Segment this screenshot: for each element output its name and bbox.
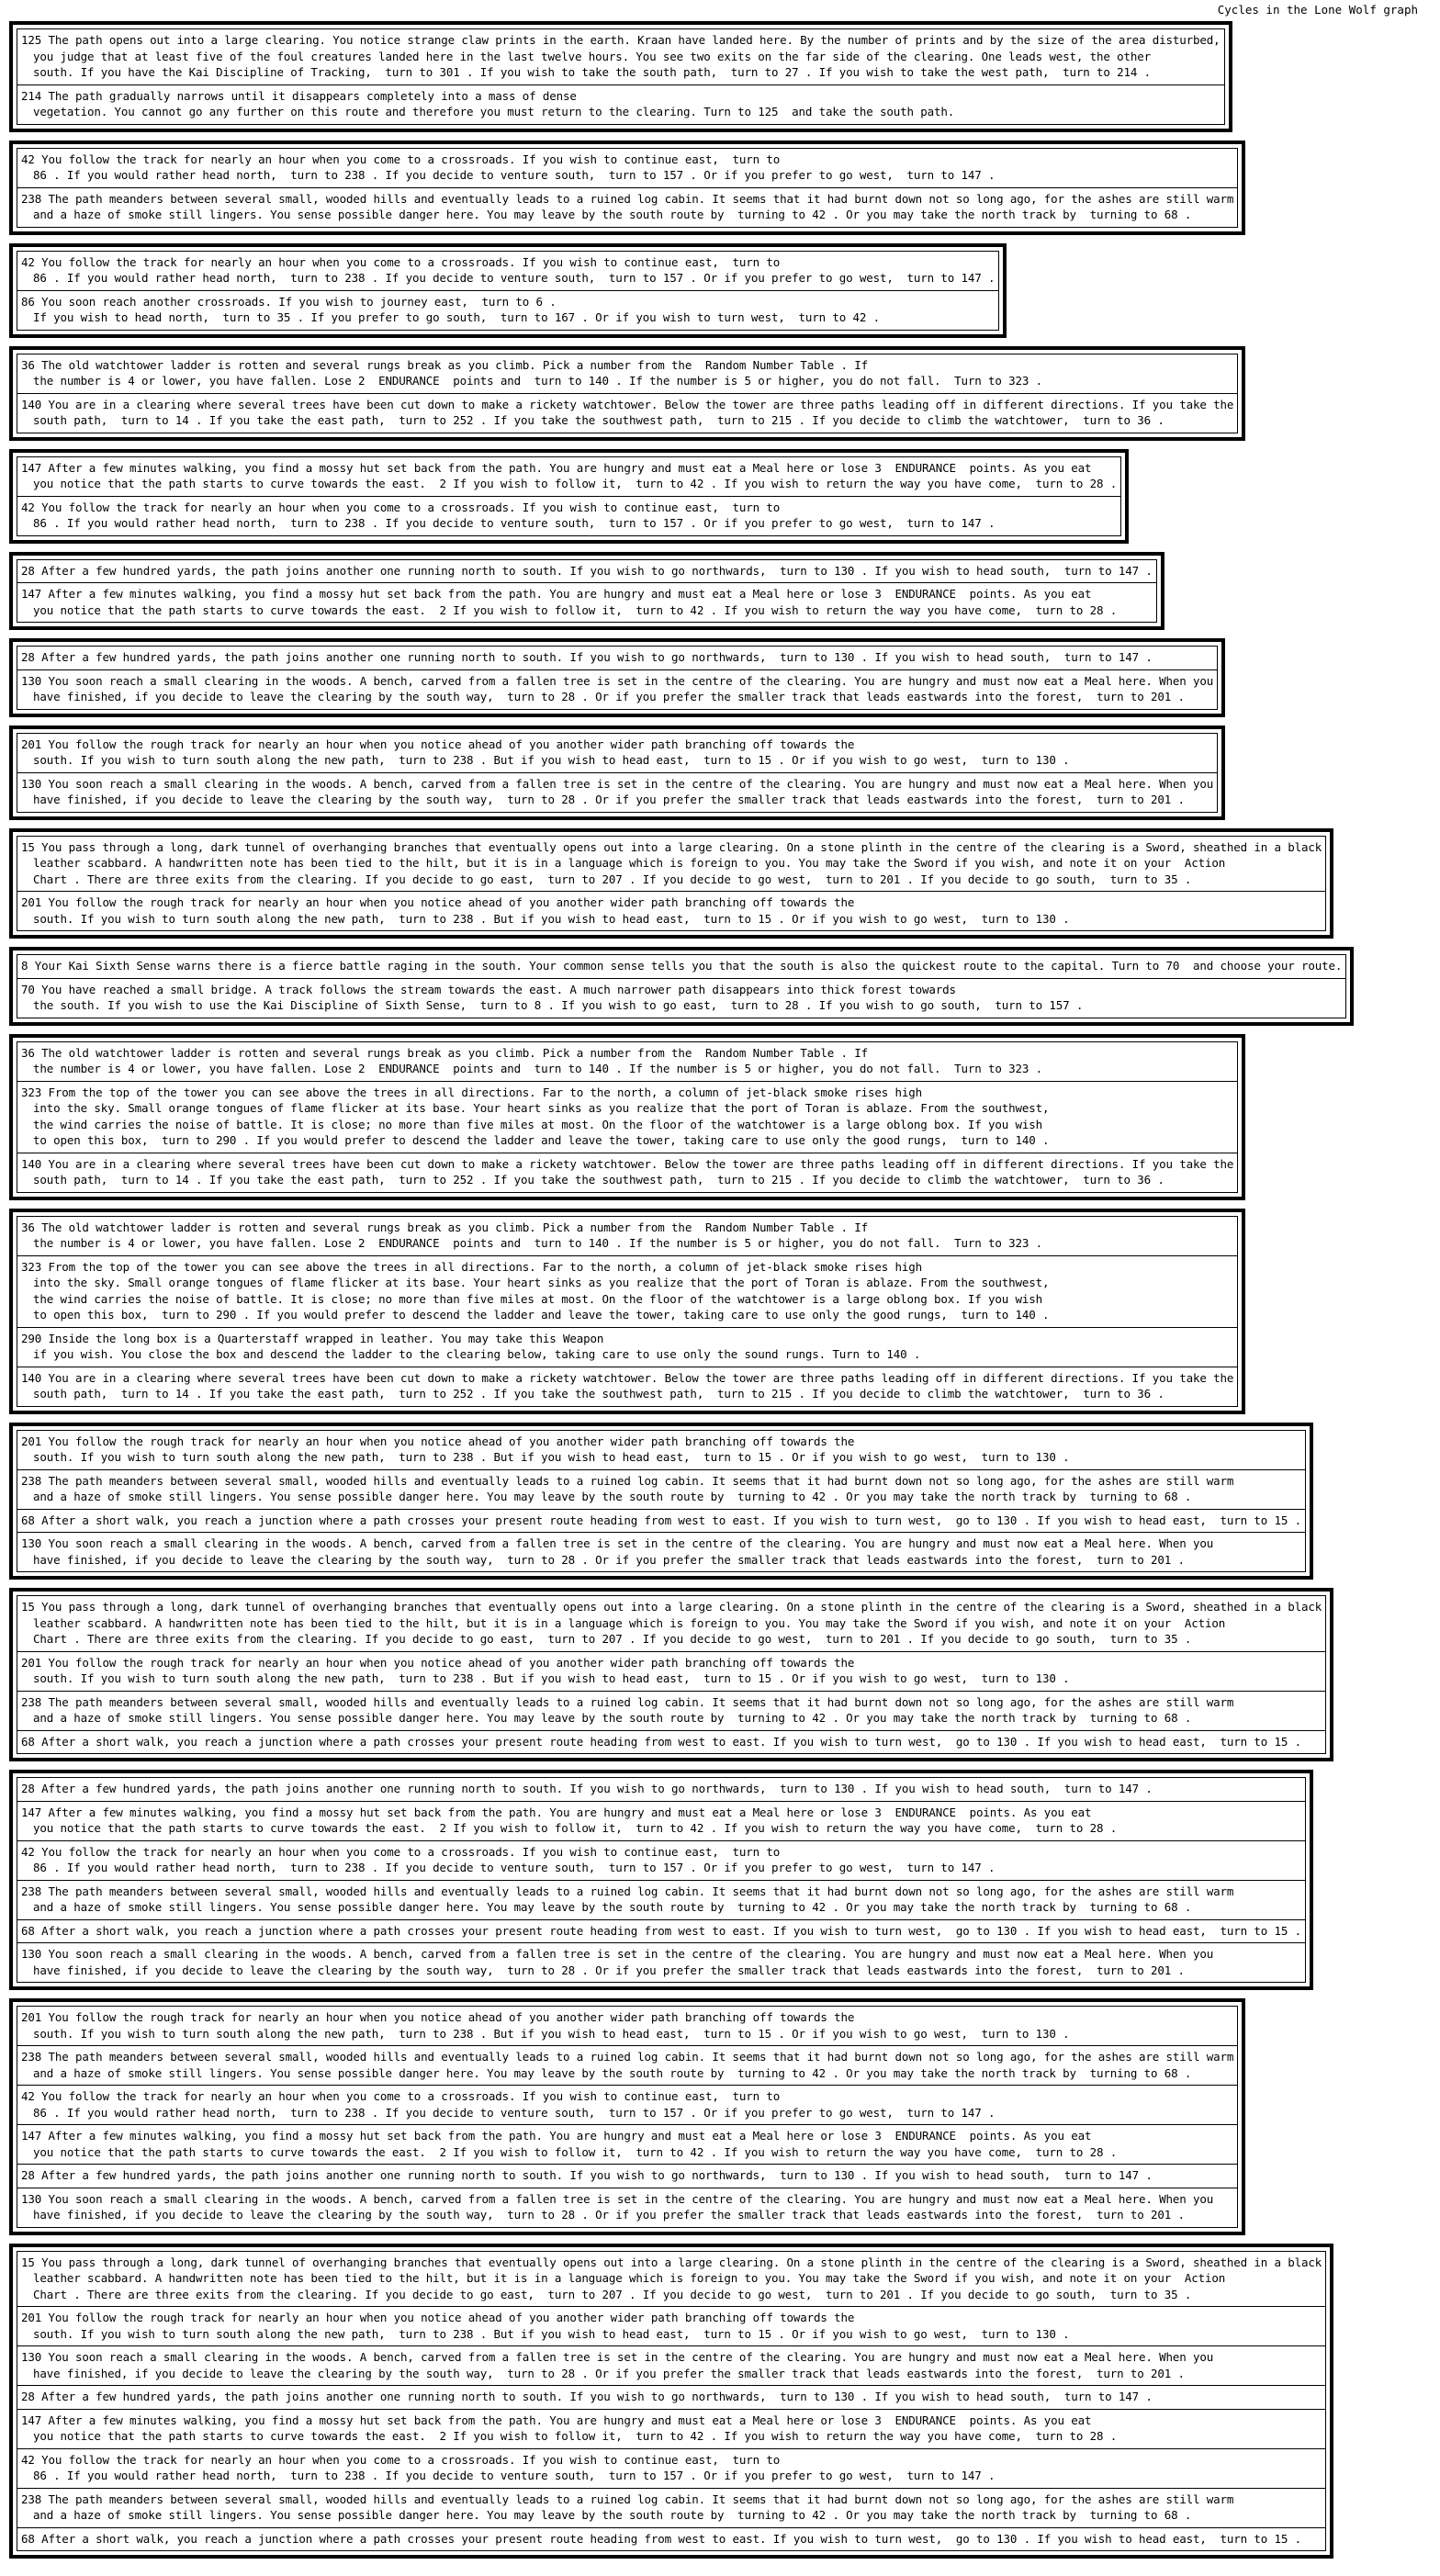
section-line: 86 . If you would rather head north, turn to 238 . If you decide to venture south, turn to 157 . Or if you prefer to go west, turn to 147 .	[33, 2105, 996, 2120]
section-line: south. If you have the Kai Discipline of Tracking, turn to 301 . If you wish to take the south path, turn to 27 . If you wish to take the west path, turn to 214 .	[33, 65, 1151, 79]
cycle-group	[9, 726, 1225, 820]
section-paragraph	[17, 394, 1237, 433]
section-paragraph	[17, 2489, 1325, 2528]
cycle-group	[9, 243, 1007, 338]
section-line: 86 . If you would rather head north, turn to 238 . If you decide to venture south, turn to 157 . Or if you prefer to go west, turn to 147 .	[33, 1861, 996, 1874]
cycle-group-inner	[17, 1430, 1306, 1573]
cycle-group-inner	[17, 28, 1225, 125]
cycle-group-inner	[17, 1041, 1238, 1193]
section-line: 86 . If you would rather head north, turn to 238 . If you decide to venture south, turn to 157 . Or if you prefer to go west, turn to 147 .	[33, 2469, 996, 2482]
section-first-line: 70 You have reached a small bridge. A track follows the stream towards the east. A much narrower path disappears into thick forest towards	[21, 982, 956, 996]
section-paragraph	[17, 1596, 1325, 1652]
cycle-group-inner	[17, 2251, 1326, 2552]
section-paragraph	[17, 1367, 1237, 1406]
section-first-line: 147 After a few minutes walking, you find a mossy hut set back from the path. You are hungry and must eat a Meal here or lose 3 ENDURANCE points. As you eat	[21, 2129, 1092, 2143]
section-paragraph	[17, 773, 1217, 812]
section-line: and a haze of smoke still lingers. You sense possible danger here. You may leave by the south route by turning to 42 . Or you may take the north track by turning to 68 .	[33, 208, 1192, 221]
section-first-line: 130 You soon reach a small clearing in the woods. A bench, carved from a fallen tree is set in the centre of the clearing. You are hungry and must now eat a Meal here. When you	[21, 2350, 1214, 2364]
section-first-line: 140 You are in a clearing where several trees have been cut down to make a rickety watchtower. Below the tower are three paths leading off in different directions. If you take the	[21, 1156, 1234, 1171]
section-first-line: 15 You pass through a long, dark tunnel of overhanging branches that eventually opens out into a large clearing. On a stone plinth in the centre of the clearing is a Sword, sheathed in a black	[21, 1600, 1322, 1614]
cycle-group-inner	[17, 1216, 1238, 1407]
section-line: into the sky. Small orange tongues of flame flicker at its base. Your heart sinks as you realize that the port of Toran is ablaze. From the southwest,	[33, 1276, 1050, 1289]
section-first-line: 214 The path gradually narrows until it disappears completely into a mass of dense	[21, 88, 577, 103]
cycle-group	[9, 1423, 1313, 1580]
section-line: the wind carries the noise of battle. It is close; no more than five miles at most. On the floor of the watchtower is a large oblong box. If you wish	[33, 1117, 1042, 1131]
section-line: and a haze of smoke still lingers. You sense possible danger here. You may leave by the south route by turning to 42 . Or you may take the north track by turning to 68 .	[33, 2508, 1192, 2522]
section-paragraph	[17, 1920, 1305, 1944]
section-paragraph	[17, 1082, 1237, 1153]
section-paragraph	[17, 892, 1325, 930]
section-line: have finished, if you decide to leave the clearing by the south way, turn to 28 . Or if you prefer the smaller track that leads eastwards into the forest, turn to 201 .	[33, 2208, 1185, 2222]
section-line: south. If you wish to turn south along the new path, turn to 238 . But if you wish to head east, turn to 15 . Or if you wish to go west, turn to 130 .	[33, 1450, 1070, 1464]
section-line: have finished, if you decide to leave the clearing by the south way, turn to 28 . Or if you prefer the smaller track that leads eastwards into the forest, turn to 201 .	[33, 2366, 1185, 2380]
section-first-line: 28 After a few hundred yards, the path joins another one running north to south. If you wish to go northwards, turn to 130 . If you wish to head south, turn to 147 .	[21, 1782, 1153, 1795]
section-first-line: 42 You follow the track for nearly an hour when you come to a crossroads. If you wish to continue east, turn to	[21, 500, 781, 514]
section-paragraph	[17, 29, 1224, 85]
section-line: you notice that the path starts to curve towards the east. 2 If you wish to follow it, turn to 42 . If you wish to return the way you have come, turn to 28 .	[33, 477, 1118, 490]
cycle-group	[9, 638, 1225, 717]
cycle-group	[9, 828, 1333, 939]
section-first-line: 15 You pass through a long, dark tunnel of overhanging branches that eventually opens out into a large clearing. On a stone plinth in the centre of the clearing is a Sword, sheathed in a black	[21, 2255, 1322, 2269]
section-line: have finished, if you decide to leave the clearing by the south way, turn to 28 . Or if you prefer the smaller track that leads eastwards into the forest, turn to 201 .	[33, 690, 1185, 703]
section-paragraph	[17, 1256, 1237, 1328]
cycle-group-inner	[17, 456, 1121, 536]
section-first-line: 130 You soon reach a small clearing in the woods. A bench, carved from a fallen tree is set in the centre of the clearing. You are hungry and must now eat a Meal here. When you	[21, 1947, 1214, 1961]
section-first-line: 42 You follow the track for nearly an hour when you come to a crossroads. If you wish to continue east, turn to	[21, 254, 781, 269]
section-first-line: 201 You follow the rough track for nearly an hour when you notice ahead of you another wider path branching off towards the	[21, 895, 855, 909]
section-paragraph	[17, 1328, 1237, 1367]
section-paragraph	[17, 252, 998, 291]
section-first-line: 8 Your Kai Sixth Sense warns there is a fierce battle raging in the south. Your common sense tells you that the south is also the quickest route to the capital. Turn to 70 and choose your route.	[21, 959, 1343, 973]
cycle-group-inner	[17, 559, 1157, 624]
section-line: 86 . If you would rather head north, turn to 238 . If you decide to venture south, turn to 157 . Or if you prefer to go west, turn to 147 .	[33, 516, 996, 530]
section-paragraph	[17, 583, 1156, 622]
section-line: south. If you wish to turn south along the new path, turn to 238 . But if you wish to head east, turn to 15 . Or if you wish to go west, turn to 130 .	[33, 753, 1070, 767]
section-line: and a haze of smoke still lingers. You sense possible danger here. You may leave by the south route by turning to 42 . Or you may take the north track by turning to 68 .	[33, 2065, 1192, 2080]
cycle-group-inner	[17, 733, 1218, 813]
section-paragraph	[17, 955, 1345, 979]
cycle-group-inner	[17, 1777, 1306, 1983]
section-paragraph	[17, 85, 1224, 124]
section-line: you notice that the path starts to curve towards the east. 2 If you wish to follow it, turn to 42 . If you wish to return the way you have come, turn to 28 .	[33, 1821, 1118, 1835]
section-paragraph	[17, 2086, 1237, 2125]
section-line: and a haze of smoke still lingers. You sense possible danger here. You may leave by the south route by turning to 42 . Or you may take the north track by turning to 68 .	[33, 1900, 1192, 1914]
section-paragraph	[17, 670, 1217, 709]
section-first-line: 28 After a few hundred yards, the path joins another one running north to south. If you wish to go northwards, turn to 130 . If you wish to head south, turn to 147 .	[21, 2390, 1153, 2403]
section-line: to open this box, turn to 290 . If you would prefer to descend the ladder and leave the tower, taking care to use only the good rungs, turn to 140 .	[33, 1308, 1050, 1322]
section-paragraph	[17, 1470, 1305, 1510]
section-first-line: 147 After a few minutes walking, you find a mossy hut set back from the path. You are hungry and must eat a Meal here or lose 3 ENDURANCE points. As you eat	[21, 460, 1092, 475]
section-paragraph	[17, 188, 1237, 227]
section-paragraph	[17, 1652, 1325, 1692]
section-paragraph	[17, 1431, 1305, 1470]
section-first-line: 42 You follow the track for nearly an hour when you come to a crossroads. If you wish to continue east, turn to	[21, 1844, 781, 1859]
section-first-line: 28 After a few hundred yards, the path joins another one running north to south. If you wish to go northwards, turn to 130 . If you wish to head south, turn to 147 .	[21, 563, 1153, 578]
section-first-line: 28 After a few hundred yards, the path joins another one running north to south. If you wish to go northwards, turn to 130 . If you wish to head south, turn to 147 .	[21, 650, 1153, 664]
cycles-container	[9, 21, 1431, 2559]
cycle-group-inner	[17, 354, 1238, 433]
section-line: have finished, if you decide to leave the clearing by the south way, turn to 28 . Or if you prefer the smaller track that leads eastwards into the forest, turn to 201 .	[33, 1552, 1185, 1567]
section-line: have finished, if you decide to leave the clearing by the south way, turn to 28 . Or if you prefer the smaller track that leads eastwards into the forest, turn to 201 .	[33, 793, 1185, 806]
cycle-group	[9, 947, 1354, 1026]
section-line: you judge that at least five of the foul creatures landed here in the last twelve hours. You see two exits on the far side of the clearing. One leads west, the other	[33, 49, 1151, 63]
section-first-line: 323 From the top of the tower you can see above the trees in all directions. Far to the north, a column of jet-black smoke rises high	[21, 1085, 922, 1099]
section-paragraph	[17, 2188, 1237, 2227]
section-paragraph	[17, 2007, 1237, 2046]
section-paragraph	[17, 979, 1345, 1018]
section-first-line: 290 Inside the long box is a Quarterstaff wrapped in leather. You may take this Weapon	[21, 1331, 604, 1345]
cycle-group	[9, 1034, 1245, 1200]
section-first-line: 201 You follow the rough track for nearly an hour when you notice ahead of you another wider path branching off towards the	[21, 2010, 855, 2024]
section-paragraph	[17, 1802, 1305, 1841]
section-paragraph	[17, 2449, 1325, 2489]
cycle-group-inner	[17, 646, 1218, 710]
section-line: Chart . There are three exits from the clearing. If you decide to go east, turn to 207 . If you decide to go west, turn to 201 . If you decide to go south, turn to 35 .	[33, 2287, 1192, 2301]
section-paragraph	[17, 1731, 1325, 1754]
section-first-line: 238 The path meanders between several small, wooded hills and eventually leads to a ruined log cabin. It seems that it had burnt down not so long ago, for the ashes are still warm	[21, 2492, 1234, 2506]
section-first-line: 42 You follow the track for nearly an hour when you come to a crossroads. If you wish to continue east, turn to	[21, 152, 781, 166]
section-line: south. If you wish to turn south along the new path, turn to 238 . But if you wish to head east, turn to 15 . Or if you wish to go west, turn to 130 .	[33, 911, 1070, 926]
section-paragraph	[17, 647, 1217, 670]
section-first-line: 15 You pass through a long, dark tunnel of overhanging branches that eventually opens out into a large clearing. On a stone plinth in the centre of the clearing is a Sword, sheathed in a black	[21, 839, 1322, 854]
section-first-line: 130 You soon reach a small clearing in the woods. A bench, carved from a fallen tree is set in the centre of the clearing. You are hungry and must now eat a Meal here. When you	[21, 1536, 1214, 1550]
section-paragraph	[17, 2307, 1325, 2346]
section-first-line: 238 The path meanders between several small, wooded hills and eventually leads to a ruined log cabin. It seems that it had burnt down not so long ago, for the ashes are still warm	[21, 1694, 1234, 1709]
section-paragraph	[17, 2046, 1237, 2086]
section-first-line: 36 The old watchtower ladder is rotten and several rungs break as you climb. Pick a number from the Random Number Table . If	[21, 357, 868, 372]
section-paragraph	[17, 497, 1120, 535]
section-line: and a haze of smoke still lingers. You sense possible danger here. You may leave by the south route by turning to 42 . Or you may take the north track by turning to 68 .	[33, 1490, 1192, 1503]
cycle-group-inner	[17, 148, 1238, 228]
section-first-line: 42 You follow the track for nearly an hour when you come to a crossroads. If you wish to continue east, turn to	[21, 2452, 781, 2467]
section-first-line: 130 You soon reach a small clearing in the woods. A bench, carved from a fallen tree is set in the centre of the clearing. You are hungry and must now eat a Meal here. When you	[21, 673, 1214, 688]
cycle-group	[9, 141, 1245, 235]
section-first-line: 86 You soon reach another crossroads. If you wish to journey east, turn to 6 .	[21, 294, 557, 309]
section-first-line: 147 After a few minutes walking, you find a mossy hut set back from the path. You are hungry and must eat a Meal here or lose 3 ENDURANCE points. As you eat	[21, 1805, 1092, 1819]
section-paragraph	[17, 291, 998, 330]
section-paragraph	[17, 1692, 1325, 1731]
section-paragraph	[17, 1042, 1237, 1082]
cycle-group	[9, 449, 1129, 544]
section-first-line: 238 The path meanders between several small, wooded hills and eventually leads to a ruined log cabin. It seems that it had burnt down not so long ago, for the ashes are still warm	[21, 1473, 1234, 1488]
section-paragraph	[17, 734, 1217, 773]
section-line: if you wish. You close the box and descend the ladder to the clearing below, taking care to use only the sound rungs. Turn to 140 .	[33, 1347, 921, 1361]
section-line: leather scabbard. A handwritten note has been tied to the hilt, but it is in a language which is foreign to you. You may take the Sword if you wish, and note it on your Action	[33, 856, 1226, 870]
section-first-line: 201 You follow the rough track for nearly an hour when you notice ahead of you another wider path branching off towards the	[21, 1434, 855, 1448]
section-line: vegetation. You cannot go any further on this route and therefore you must return to the clearing. Turn to 125 and take the south path.	[33, 105, 955, 118]
section-paragraph	[17, 457, 1120, 497]
section-line: you notice that the path starts to curve towards the east. 2 If you wish to follow it, turn to 42 . If you wish to return the way you have come, turn to 28 .	[33, 2429, 1118, 2443]
section-line: you notice that the path starts to curve towards the east. 2 If you wish to follow it, turn to 42 . If you wish to return the way you have come, turn to 28 .	[33, 2144, 1118, 2159]
section-line: leather scabbard. A handwritten note has been tied to the hilt, but it is in a language which is foreign to you. You may take the Sword if you wish, and note it on your Action	[33, 2271, 1226, 2285]
section-first-line: 68 After a short walk, you reach a junction where a path crosses your present route heading from west to east. If you wish to turn west, go to 130 . If you wish to head east, turn to 15 .	[21, 1734, 1301, 1749]
section-first-line: 130 You soon reach a small clearing in the woods. A bench, carved from a fallen tree is set in the centre of the clearing. You are hungry and must now eat a Meal here. When you	[21, 2191, 1214, 2206]
cycle-group	[9, 1209, 1245, 1414]
section-paragraph	[17, 2410, 1325, 2449]
section-paragraph	[17, 354, 1237, 394]
section-first-line: 28 After a few hundred yards, the path joins another one running north to south. If you wish to go northwards, turn to 130 . If you wish to head south, turn to 147 .	[21, 2168, 1153, 2182]
section-line: you notice that the path starts to curve towards the east. 2 If you wish to follow it, turn to 42 . If you wish to return the way you have come, turn to 28 .	[33, 602, 1118, 617]
section-paragraph	[17, 837, 1325, 893]
section-line: the number is 4 or lower, you have fallen. Lose 2 ENDURANCE points and turn to 140 . If the number is 5 or higher, you do not fall. Turn to 323 .	[33, 1062, 1042, 1075]
section-paragraph	[17, 1778, 1305, 1802]
cycle-group	[9, 552, 1164, 631]
cycle-group-inner	[17, 251, 999, 331]
section-line: leather scabbard. A handwritten note has been tied to the hilt, but it is in a language which is foreign to you. You may take the Sword if you wish, and note it on your Action	[33, 1615, 1226, 1630]
section-line: 86 . If you would rather head north, turn to 238 . If you decide to venture south, turn to 157 . Or if you prefer to go west, turn to 147 .	[33, 168, 996, 182]
section-paragraph	[17, 2252, 1325, 2308]
section-line: south path, turn to 14 . If you take the east path, turn to 252 . If you take the southwest path, turn to 215 . If you decide to climb the watchtower, turn to 36 .	[33, 413, 1164, 427]
section-paragraph	[17, 149, 1237, 188]
section-first-line: 201 You follow the rough track for nearly an hour when you notice ahead of you another wider path branching off towards the	[21, 2311, 855, 2324]
section-paragraph	[17, 2346, 1325, 2386]
section-paragraph	[17, 1533, 1305, 1571]
cycle-group-inner	[17, 836, 1326, 932]
cycle-group	[9, 346, 1245, 441]
section-first-line: 147 After a few minutes walking, you find a mossy hut set back from the path. You are hungry and must eat a Meal here or lose 3 ENDURANCE points. As you eat	[21, 587, 1092, 601]
section-line: Chart . There are three exits from the clearing. If you decide to go east, turn to 207 . If you decide to go west, turn to 201 . If you decide to go south, turn to 35 .	[33, 1632, 1192, 1646]
section-first-line: 201 You follow the rough track for nearly an hour when you notice ahead of you another wider path branching off towards the	[21, 1655, 855, 1670]
section-first-line: 238 The path meanders between several small, wooded hills and eventually leads to a ruined log cabin. It seems that it had burnt down not so long ago, for the ashes are still warm	[21, 191, 1234, 206]
section-first-line: 68 After a short walk, you reach a junction where a path crosses your present route heading from west to east. If you wish to turn west, go to 130 . If you wish to head east, turn to 15 .	[21, 1923, 1301, 1938]
cycle-group-inner	[17, 954, 1346, 1018]
section-paragraph	[17, 2386, 1325, 2410]
section-first-line: 140 You are in a clearing where several trees have been cut down to make a rickety watchtower. Below the tower are three paths leading off in different directions. If you take the	[21, 1370, 1234, 1385]
cycle-group	[9, 1770, 1313, 1990]
section-paragraph	[17, 1881, 1305, 1920]
section-paragraph	[17, 2528, 1325, 2551]
section-line: have finished, if you decide to leave the clearing by the south way, turn to 28 . Or if you prefer the smaller track that leads eastwards into the forest, turn to 201 .	[33, 1963, 1185, 1977]
section-line: the number is 4 or lower, you have fallen. Lose 2 ENDURANCE points and turn to 140 . If the number is 5 or higher, you do not fall. Turn to 323 .	[33, 1236, 1042, 1250]
section-line: south. If you wish to turn south along the new path, turn to 238 . But if you wish to head east, turn to 15 . Or if you wish to go west, turn to 130 .	[33, 1671, 1070, 1685]
section-paragraph	[17, 560, 1156, 584]
section-paragraph	[17, 1943, 1305, 1982]
section-first-line: 36 The old watchtower ladder is rotten and several rungs break as you climb. Pick a number from the Random Number Table . If	[21, 1045, 868, 1060]
section-paragraph	[17, 1510, 1305, 1534]
section-line: If you wish to head north, turn to 35 . If you prefer to go south, turn to 167 . Or if you wish to turn west, turn to 42 .	[33, 310, 880, 324]
section-line: south. If you wish to turn south along the new path, turn to 238 . But if you wish to head east, turn to 15 . Or if you wish to go west, turn to 130 .	[33, 2326, 1070, 2341]
section-first-line: 68 After a short walk, you reach a junction where a path crosses your present route heading from west to east. If you wish to turn west, go to 130 . If you wish to head east, turn to 15 .	[21, 1513, 1301, 1527]
section-line: Chart . There are three exits from the clearing. If you decide to go east, turn to 207 . If you decide to go west, turn to 201 . If you decide to go south, turn to 35 .	[33, 872, 1192, 886]
section-line: south path, turn to 14 . If you take the east path, turn to 252 . If you take the southwest path, turn to 215 . If you decide to climb the watchtower, turn to 36 .	[33, 1173, 1164, 1187]
section-first-line: 130 You soon reach a small clearing in the woods. A bench, carved from a fallen tree is set in the centre of the clearing. You are hungry and must now eat a Meal here. When you	[21, 776, 1214, 791]
section-line: to open this box, turn to 290 . If you would prefer to descend the ladder and leave the tower, taking care to use only the good rungs, turn to 140 .	[33, 1133, 1050, 1147]
cycle-group	[9, 1998, 1245, 2235]
section-first-line: 201 You follow the rough track for nearly an hour when you notice ahead of you another wider path branching off towards the	[21, 737, 855, 751]
cycle-group	[9, 1588, 1333, 1761]
section-first-line: 238 The path meanders between several small, wooded hills and eventually leads to a ruined log cabin. It seems that it had burnt down not so long ago, for the ashes are still warm	[21, 2050, 1234, 2064]
section-first-line: 36 The old watchtower ladder is rotten and several rungs break as you climb. Pick a number from the Random Number Table . If	[21, 1220, 868, 1234]
section-line: south path, turn to 14 . If you take the east path, turn to 252 . If you take the southwest path, turn to 215 . If you decide to climb the watchtower, turn to 36 .	[33, 1387, 1164, 1400]
section-first-line: 140 You are in a clearing where several trees have been cut down to make a rickety watchtower. Below the tower are three paths leading off in different directions. If you take the	[21, 397, 1234, 411]
cycle-group-inner	[17, 2006, 1238, 2228]
section-first-line: 42 You follow the track for nearly an hour when you come to a crossroads. If you wish to continue east, turn to	[21, 2089, 781, 2103]
section-paragraph	[17, 1841, 1305, 1881]
section-paragraph	[17, 1217, 1237, 1256]
section-line: south. If you wish to turn south along the new path, turn to 238 . But if you wish to head east, turn to 15 . Or if you wish to go west, turn to 130 .	[33, 2026, 1070, 2041]
section-first-line: 238 The path meanders between several small, wooded hills and eventually leads to a ruined log cabin. It seems that it had burnt down not so long ago, for the ashes are still warm	[21, 1884, 1234, 1898]
section-line: the number is 4 or lower, you have fallen. Lose 2 ENDURANCE points and turn to 140 . If the number is 5 or higher, you do not fall. Turn to 323 .	[33, 374, 1042, 388]
section-line: the south. If you wish to use the Kai Discipline of Sixth Sense, turn to 8 . If you wish to go east, turn to 28 . If you wish to go south, turn to 157 .	[33, 998, 1084, 1012]
section-line: and a haze of smoke still lingers. You sense possible danger here. You may leave by the south route by turning to 42 . Or you may take the north track by turning to 68 .	[33, 1711, 1192, 1725]
section-first-line: 323 From the top of the tower you can see above the trees in all directions. Far to the north, a column of jet-black smoke rises high	[21, 1259, 922, 1274]
page-title: Cycles in the Lone Wolf graph	[1217, 3, 1418, 17]
section-line: the wind carries the noise of battle. It is close; no more than five miles at most. On the floor of the watchtower is a large oblong box. If you wish	[33, 1291, 1042, 1306]
section-first-line: 147 After a few minutes walking, you find a mossy hut set back from the path. You are hungry and must eat a Meal here or lose 3 ENDURANCE points. As you eat	[21, 2413, 1092, 2427]
cycle-group	[9, 21, 1232, 132]
section-line: into the sky. Small orange tongues of flame flicker at its base. Your heart sinks as you realize that the port of Toran is ablaze. From the southwest,	[33, 1101, 1050, 1115]
section-first-line: 68 After a short walk, you reach a junction where a path crosses your present route heading from west to east. If you wish to turn west, go to 130 . If you wish to head east, turn to 15 .	[21, 2531, 1301, 2546]
section-paragraph	[17, 1153, 1237, 1192]
section-first-line: 125 The path opens out into a large clearing. You notice strange claw prints in the earth. Kraan have landed here. By the number of prints and by the size of the area disturbed,	[21, 33, 1221, 47]
section-line: 86 . If you would rather head north, turn to 238 . If you decide to venture south, turn to 157 . Or if you prefer to go west, turn to 147 .	[33, 271, 996, 285]
section-paragraph	[17, 2165, 1237, 2188]
cycle-group	[9, 2244, 1333, 2559]
section-paragraph	[17, 2125, 1237, 2165]
cycle-group-inner	[17, 1595, 1326, 1754]
